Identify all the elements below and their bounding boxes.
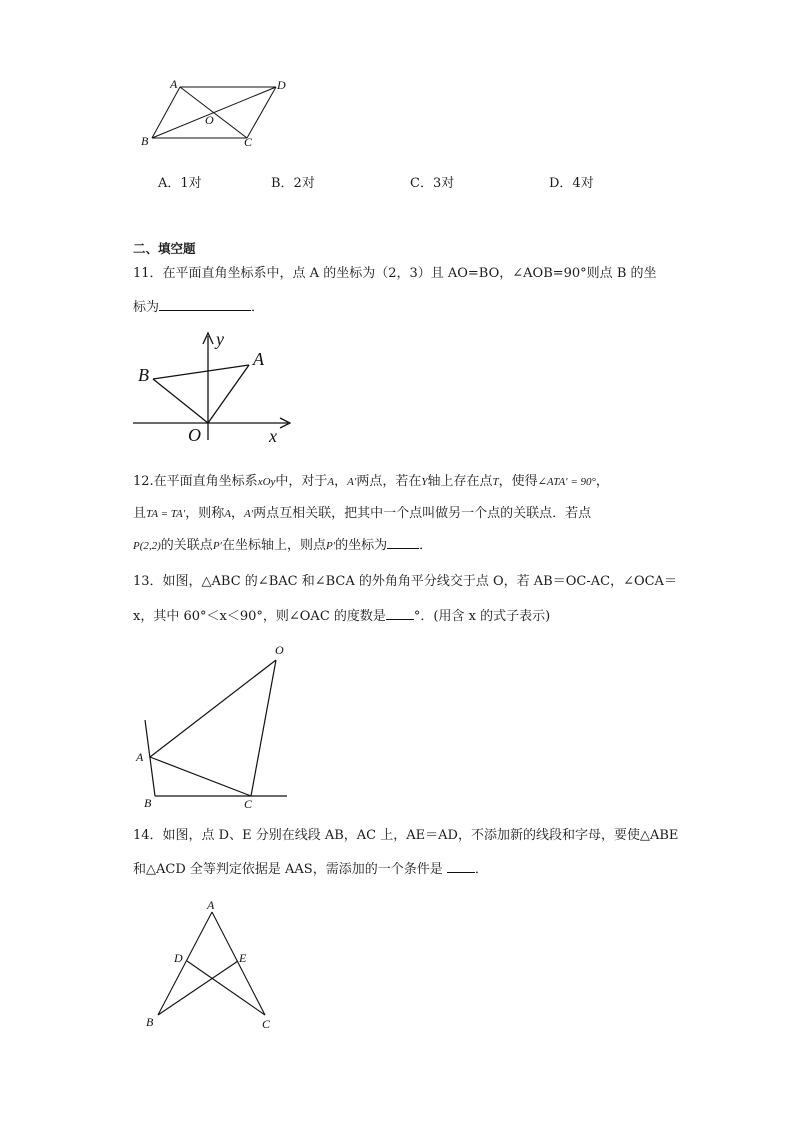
section-title: 二、填空题 xyxy=(133,241,196,256)
q13-line2 xyxy=(133,606,550,627)
axis-y-label: y xyxy=(216,329,224,349)
q12-l3-b: 在坐标轴上，则点 xyxy=(221,538,326,553)
parallelogram-figure xyxy=(135,72,295,154)
q13-text-a: x，其中 60°＜x＜90°，则∠OAC 的度数是 xyxy=(133,609,386,624)
q13-line1: 13．如图，△ABC 的∠BAC 和∠BCA 的外角角平分线交于点 O，若 AB＝OC-AC，∠OCA＝ xyxy=(133,574,677,589)
q12-l1-c: ， xyxy=(334,474,348,489)
q11-line2 xyxy=(133,297,264,318)
q12-l3-a: 的关联点 xyxy=(160,538,213,553)
q12-l1-e: 轴上存在点 xyxy=(427,474,493,489)
q13-label-A: A xyxy=(136,750,144,764)
q14-answer-blank[interactable] xyxy=(447,859,475,873)
q12-l1-b: 中，对于 xyxy=(275,474,328,489)
q13-figure xyxy=(130,638,295,813)
q12-l1-xoy: xOy xyxy=(257,476,276,488)
q12-l1-Ap: A′ xyxy=(347,476,357,488)
q12-l2-a: 且 xyxy=(133,506,147,521)
q12-l2-b: ，则称 xyxy=(185,506,225,521)
q12-l3-c: 的坐标为 xyxy=(335,538,388,553)
q12-l1-f: ，使得 xyxy=(498,474,538,489)
q12-l2-Ap: A′ xyxy=(243,508,254,520)
origin-O-label: O xyxy=(188,425,201,445)
axis-x-label: x xyxy=(269,426,277,446)
choice-a[interactable]: A．1对 xyxy=(158,176,202,191)
q12-l1-Y: Y xyxy=(421,476,428,488)
q13-label-C: C xyxy=(244,797,253,811)
q14-label-C: C xyxy=(262,1017,271,1031)
q12-l1-T: T xyxy=(492,476,499,488)
point-A-label: A xyxy=(253,349,264,369)
q13-label-O: O xyxy=(275,643,284,657)
q11-line1: 11．在平面直角坐标系中，点 A 的坐标为（2，3）且 AO=BO，∠AOB=90°则点 B 的坐 xyxy=(133,266,657,281)
q12-l2-d: 两点互相关联，把其中一个点叫做另一个点的关联点．若点 xyxy=(253,506,592,521)
choice-d[interactable]: D．4对 xyxy=(549,176,594,191)
q12-l2-c: ， xyxy=(230,506,244,521)
q13-label-B: B xyxy=(144,796,152,810)
q11-text-a: 标为 xyxy=(133,300,160,315)
label-C: C xyxy=(244,135,253,149)
q11-figure xyxy=(130,328,300,450)
q12-l3-d: ． xyxy=(419,538,433,553)
q12-answer-blank[interactable] xyxy=(387,535,419,549)
q12-line3 xyxy=(133,535,432,556)
q14-label-E: E xyxy=(239,951,247,965)
q12-l2-eq: TA = TA′ xyxy=(146,508,186,520)
choice-b[interactable]: B．2对 xyxy=(271,176,315,191)
q14-label-A: A xyxy=(207,898,215,912)
q13-answer-blank[interactable] xyxy=(386,606,414,620)
q14-text-b: ． xyxy=(474,862,488,877)
q14-label-B: B xyxy=(146,1015,154,1029)
label-A: A xyxy=(170,77,178,91)
q12-l1-g: ， xyxy=(595,474,609,489)
q12-l3-P: P(2,2) xyxy=(133,540,161,552)
q14-figure xyxy=(140,894,280,1034)
q12-line2 xyxy=(133,504,591,524)
q12-l1-d: 两点，若在 xyxy=(356,474,422,489)
point-B-label: B xyxy=(138,365,149,385)
q14-label-D: D xyxy=(174,951,183,965)
q12-l3-Pp: P′ xyxy=(212,540,222,552)
q11-text-b: ． xyxy=(251,300,265,315)
label-O: O xyxy=(205,113,214,127)
q12-l1-a: 12.在平面直角坐标系 xyxy=(133,474,258,489)
q12-l2-A: A xyxy=(224,508,231,520)
q11-answer-blank[interactable] xyxy=(159,297,251,311)
label-D: D xyxy=(277,78,286,92)
q12-l1-angle: ∠ATA′ = 90° xyxy=(537,476,596,488)
q12-l1-A: A xyxy=(327,476,335,488)
choice-c[interactable]: C．3对 xyxy=(410,176,455,191)
q12-line1 xyxy=(133,472,609,492)
q14-line2 xyxy=(133,859,488,880)
q12-l3-Pp2: P′ xyxy=(325,540,336,552)
q13-text-b: °．(用含 x 的式子表示) xyxy=(413,609,551,624)
q14-line1: 14．如图，点 D、E 分别在线段 AB，AC 上，AE＝AD，不添加新的线段和字母，要使△ABE xyxy=(133,828,679,843)
q14-text-a: 和△ACD 全等判定依据是 AAS，需添加的一个条件是 xyxy=(133,862,443,877)
label-B: B xyxy=(141,134,149,148)
